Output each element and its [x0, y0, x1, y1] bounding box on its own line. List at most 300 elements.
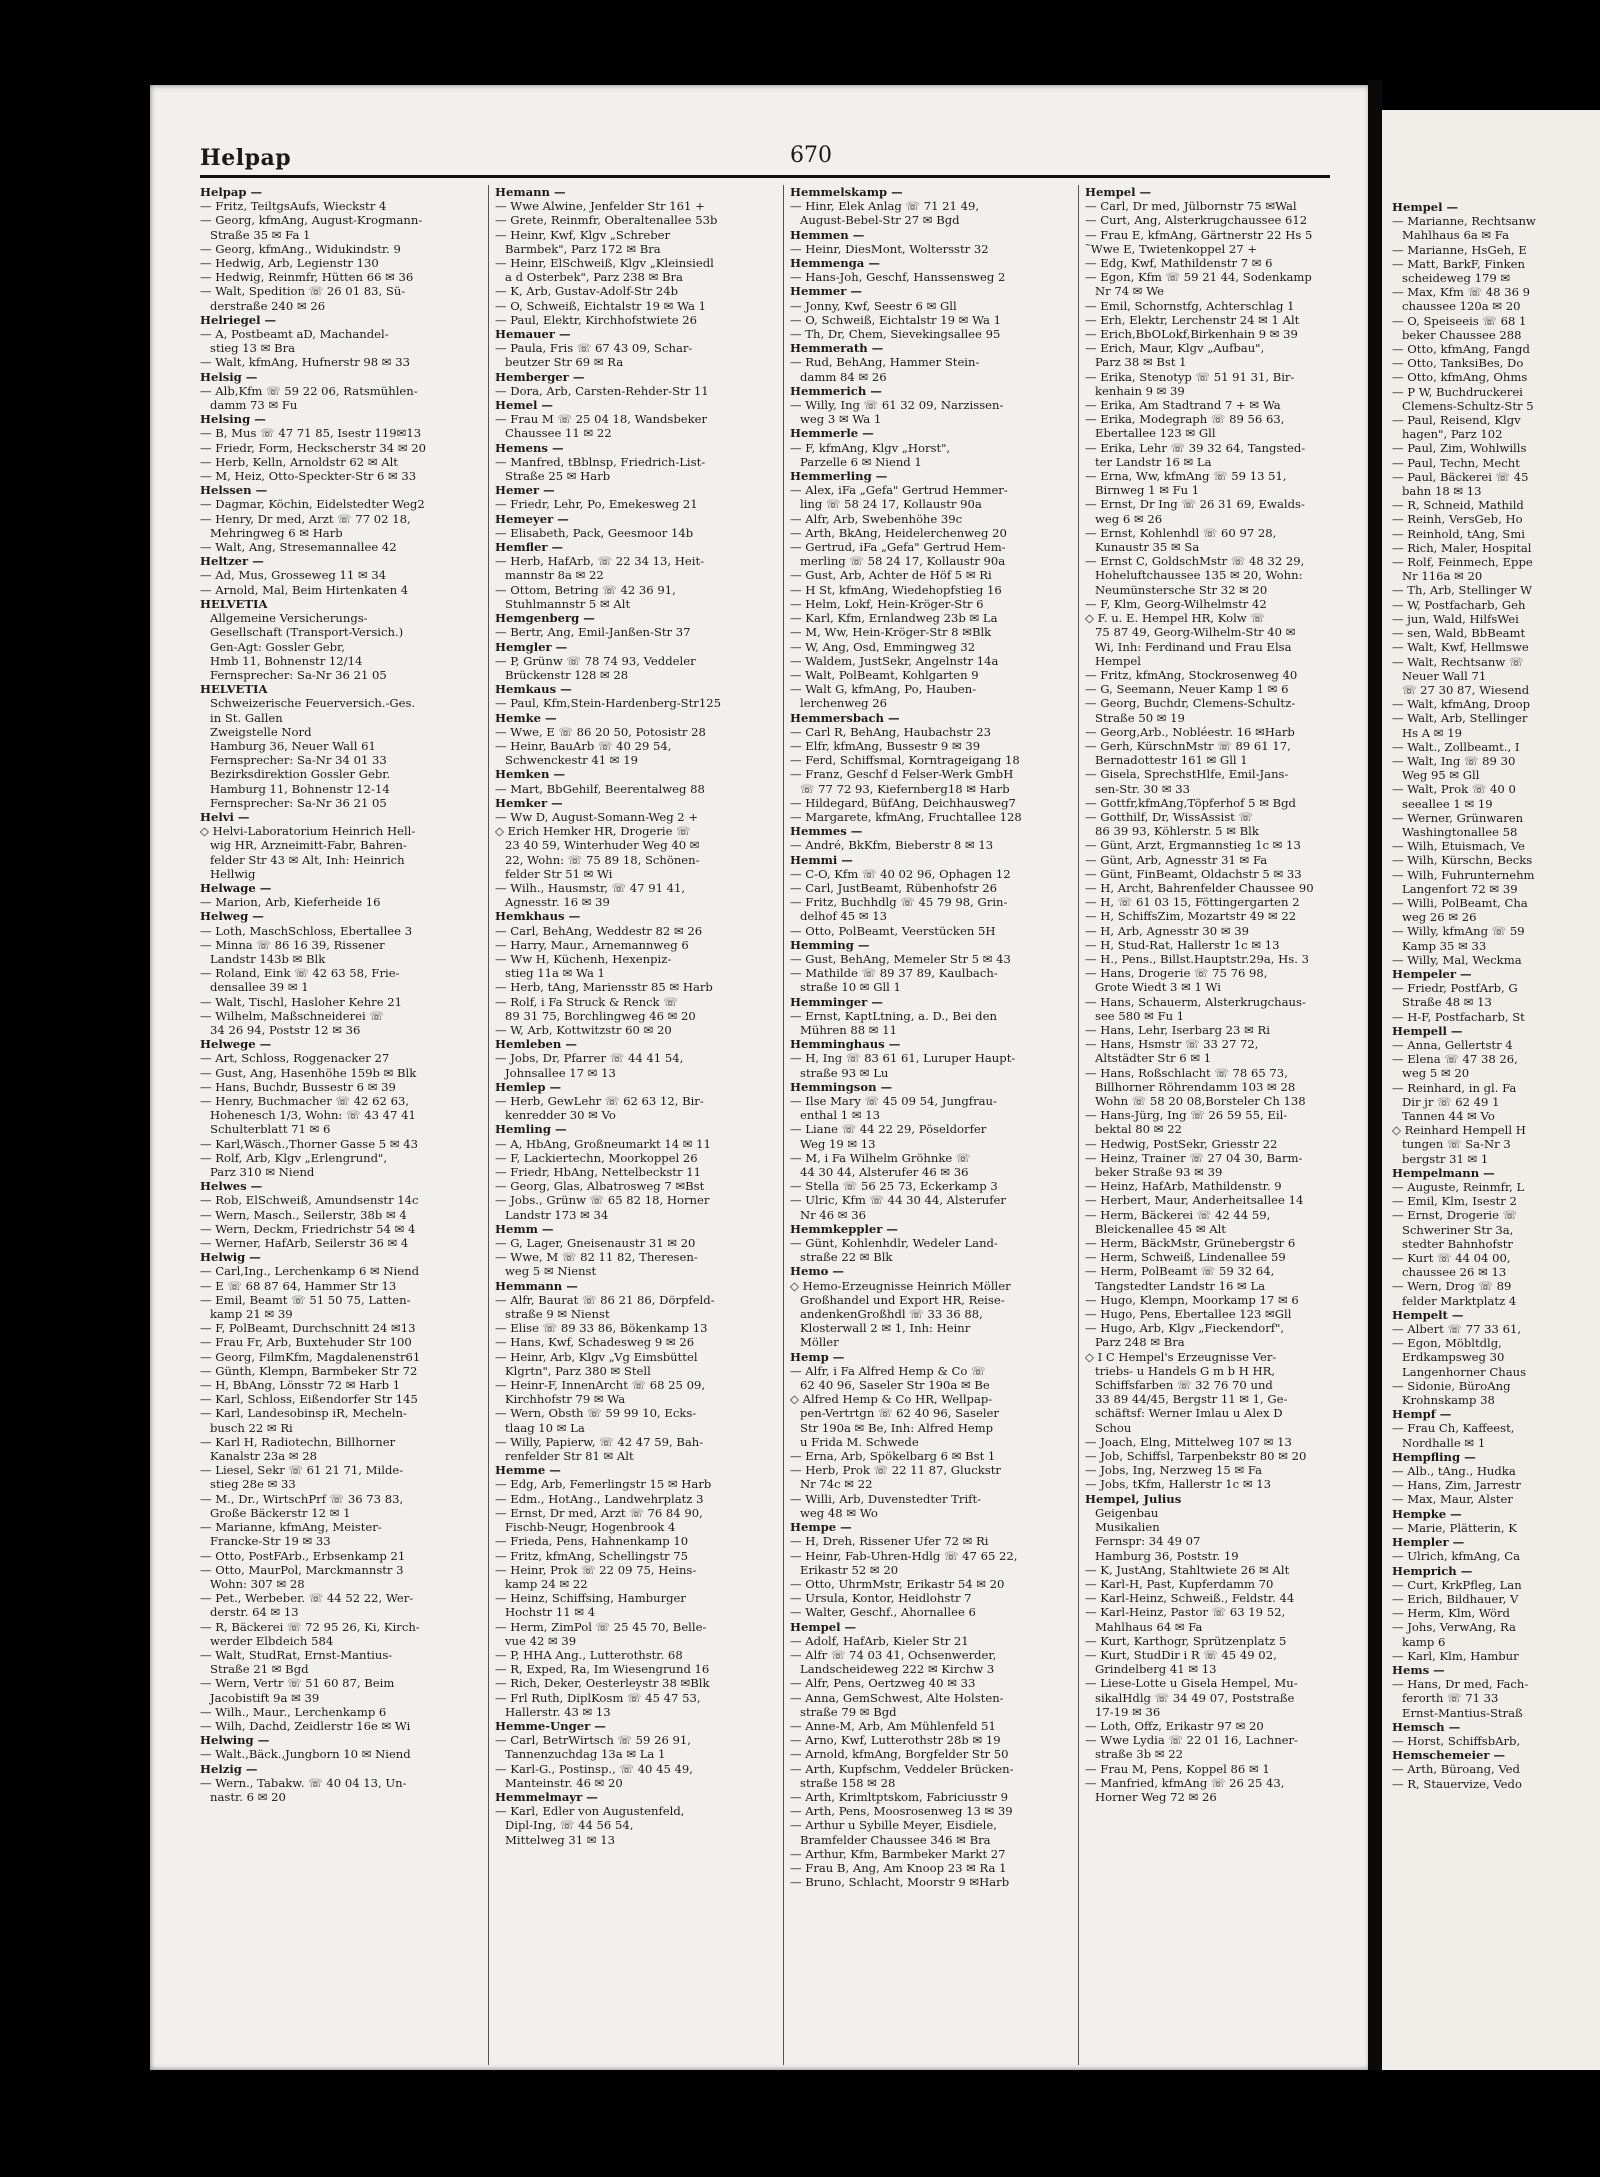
directory-line: — Karl, Edler von Augustenfeld,: [495, 1804, 685, 1819]
directory-line: schäftsf: Werner Imlau u Alex D: [1095, 1406, 1283, 1421]
directory-line: HELVETIA: [200, 596, 268, 611]
directory-line: weg 6 ✉ 26: [1095, 511, 1163, 526]
directory-line: Helvi —: [200, 809, 250, 824]
directory-line: — Hans-Joh, Geschf, Hanssensweg 2: [790, 270, 1006, 285]
column-4: [1085, 185, 1363, 1804]
directory-line: — Frau Ch, Kaffeest,: [1392, 1421, 1515, 1436]
directory-line: — R, Exped, Ra, Im Wiesengrund 16: [495, 1662, 710, 1677]
directory-line: — H, Stud-Rat, Hallerstr 1c ✉ 13: [1085, 937, 1280, 952]
directory-line: — Loth, Offz, Erikastr 97 ✉ 20: [1085, 1718, 1264, 1733]
directory-line: — Arno, Kwf, Lutterothstr 28b ✉ 19: [790, 1733, 1001, 1748]
directory-line: — Marianne, kfmAng, Meister-: [200, 1520, 382, 1535]
directory-line: — Egon, Möbltdlg,: [1392, 1336, 1502, 1351]
directory-line: u Frida M. Schwede: [800, 1434, 919, 1449]
directory-line: — Stella ☏ 56 25 73, Eckerkamp 3: [790, 1179, 998, 1194]
directory-line: — Th, Dr, Chem, Sievekingsallee 95: [790, 327, 1001, 342]
directory-line: — M, Heiz, Otto-Speckter-Str 6 ✉ 33: [200, 469, 417, 484]
directory-line: Fernsprecher: Sa-Nr 36 21 05: [210, 795, 387, 810]
directory-line: Hemeyer —: [495, 511, 569, 526]
directory-line: — Rich, Deker, Oesterleystr 38 ✉Blk: [495, 1676, 710, 1691]
directory-line: — Paul, Reisend, Klgv: [1392, 413, 1521, 428]
directory-line: — F, Lackiertechn, Moorkoppel 26: [495, 1150, 698, 1165]
directory-line: weg 48 ✉ Wo: [800, 1505, 878, 1520]
directory-line: Helriegel —: [200, 312, 277, 327]
directory-line: — P, HHA Ang., Lutterothstr. 68: [495, 1647, 683, 1662]
directory-line: — Elena ☏ 47 38 26,: [1392, 1052, 1518, 1067]
directory-line: — Frau Fr, Arb, Buxtehuder Str 100: [200, 1335, 412, 1350]
directory-line: Krohnskamp 38: [1402, 1393, 1495, 1408]
directory-line: — R, Schneid, Mathild: [1392, 498, 1524, 513]
directory-line: — Kurt, StudDir i R ☏ 45 49 02,: [1085, 1647, 1277, 1662]
directory-line: Altstädter Str 6 ✉ 1: [1095, 1051, 1212, 1066]
directory-line: — Max, Maur, Alster: [1392, 1492, 1513, 1507]
directory-line: triebs- u Handels G m b H HR,: [1095, 1363, 1276, 1378]
directory-line: Hemmerich —: [790, 383, 882, 398]
directory-line: Straße 21 ✉ Bgd: [210, 1662, 309, 1677]
directory-line: — Walt., Zollbeamt., I: [1392, 739, 1520, 754]
directory-line: — H St, kfmAng, Wiedehopfstieg 16: [790, 582, 1002, 597]
directory-line: — Heinr, BauArb ☏ 40 29 54,: [495, 738, 672, 753]
adjacent-page-column: [1392, 200, 1592, 1791]
directory-line: ◇ Reinhard Hempell H: [1392, 1123, 1526, 1138]
directory-line: Hemleben —: [495, 1037, 577, 1052]
directory-line: Hemgenberg —: [495, 611, 595, 626]
directory-line: felder Marktplatz 4: [1402, 1293, 1517, 1308]
directory-line: — Ulric, Kfm ☏ 44 30 44, Alsterufer: [790, 1193, 1006, 1208]
directory-line: — Alb,Kfm ☏ 59 22 06, Ratsmühlen-: [200, 383, 418, 398]
directory-line: — K, JustAng, Stahltwiete 26 ✉ Alt: [1085, 1562, 1290, 1577]
directory-line: Heltzer —: [200, 554, 264, 569]
directory-line: — H, Ing ☏ 83 61 61, Luruper Haupt-: [790, 1051, 1016, 1066]
directory-line: straße 3b ✉ 22: [1095, 1747, 1183, 1762]
directory-line: — Bertr, Ang, Emil-Janßen-Str 37: [495, 625, 691, 640]
directory-line: — Günt, Arb, Agnesstr 31 ✉ Fa: [1085, 852, 1268, 867]
directory-line: — Walt, Prok ☏ 40 0: [1392, 782, 1516, 797]
directory-line: bahn 18 ✉ 13: [1402, 484, 1482, 499]
directory-line: Hs A ✉ 19: [1402, 725, 1462, 740]
directory-line: straße 10 ✉ Gll 1: [800, 980, 901, 995]
directory-line: — Johs, VerwAng, Ra: [1392, 1620, 1516, 1635]
directory-line: — Wern, Vertr ☏ 51 60 87, Beim: [200, 1676, 395, 1691]
directory-line: — sen, Wald, BbBeamt: [1392, 626, 1526, 641]
directory-line: Clemens-Schultz-Str 5: [1402, 398, 1534, 413]
directory-line: — H-F, Postfacharb, St: [1392, 1009, 1525, 1024]
directory-line: tlaag 10 ✉ La: [505, 1420, 585, 1435]
directory-line: Hamburg 11, Bohnenstr 12-14: [210, 781, 390, 796]
directory-line: — Heinr-F, InnenArcht ☏ 68 25 09,: [495, 1378, 706, 1393]
directory-line: — Wern, Deckm, Friedrichstr 54 ✉ 4: [200, 1221, 416, 1236]
directory-line: — Georg,Arb., Nobléestr. 16 ✉Harb: [1085, 724, 1295, 739]
directory-line: Helwes —: [200, 1179, 263, 1194]
directory-line: — Erika, Lehr ☏ 39 32 64, Tangsted-: [1085, 440, 1306, 455]
directory-line: Hohenesch 1/3, Wohn: ☏ 43 47 41: [210, 1108, 416, 1123]
directory-line: Hemm —: [495, 1221, 554, 1236]
directory-line: — Otto, TanksiBes, Do: [1392, 356, 1524, 371]
directory-line: — Marianne, HsGeh, E: [1392, 242, 1527, 257]
directory-line: Tannen 44 ✉ Vo: [1402, 1109, 1495, 1123]
directory-line: — Ursula, Kontor, Heidlohstr 7: [790, 1591, 972, 1606]
directory-line: damm 73 ✉ Fu: [210, 398, 298, 413]
directory-line: — Willy, Mal, Weckma: [1392, 952, 1522, 967]
directory-line: — Pet., Werbeber. ☏ 44 52 22, Wer-: [200, 1591, 414, 1606]
directory-line: — Jobs., Grünw ☏ 65 82 18, Horner: [495, 1193, 710, 1208]
directory-line: — Ernst, Drogerie ☏: [1392, 1208, 1518, 1223]
directory-line: Straße 35 ✉ Fa 1: [210, 227, 311, 242]
directory-line: — Joach, Elng, Mittelweg 107 ✉ 13: [1085, 1434, 1292, 1449]
directory-line: — Paul, Elektr, Kirchhofstwiete 26: [495, 312, 698, 327]
directory-line: — Hugo, Klempn, Moorkamp 17 ✉ 6: [1085, 1292, 1299, 1307]
column-rule: [488, 185, 489, 2065]
directory-line: Hemme —: [495, 1463, 561, 1478]
directory-line: — Carl, BehAng, Weddestr 82 ✉ 26: [495, 923, 703, 938]
directory-line: — Rolf, Feinmech, Eppe: [1392, 555, 1533, 570]
directory-line: — Wilh, Kürschn, Becks: [1392, 853, 1533, 868]
directory-line: — Erika, Am Stadtrand 7 + ✉ Wa: [1085, 398, 1281, 413]
directory-line: — Henry, Dr med, Arzt ☏ 77 02 18,: [200, 511, 411, 526]
directory-line: straße 158 ✉ 28: [800, 1775, 896, 1790]
directory-line: — Walt, Ing ☏ 89 30: [1392, 753, 1516, 768]
directory-line: Hemauer —: [495, 327, 571, 342]
directory-line: — Herb, Kelln, Arnoldstr 62 ✉ Alt: [200, 454, 398, 469]
directory-line: Hemming —: [790, 937, 870, 952]
directory-line: — Karl,Wäsch.,Thorner Gasse 5 ✉ 43: [200, 1136, 418, 1151]
directory-line: 33 89 44/45, Bergstr 11 ✉ 1, Ge-: [1095, 1392, 1288, 1407]
directory-line: — Ernst, KaptLtning, a. D., Bei den: [790, 1008, 997, 1023]
directory-line: Nr 116a ✉ 20: [1402, 569, 1483, 584]
directory-line: Helpap —: [200, 185, 263, 199]
directory-line: kamp 24 ✉ 22: [505, 1576, 588, 1591]
directory-line: — Arth, Kupfschm, Veddeler Brücken-: [790, 1761, 1014, 1776]
directory-line: — Karl-Heinz, Pastor ☏ 63 19 52,: [1085, 1605, 1286, 1620]
directory-line: felder Str 43 ✉ Alt, Inh: Heinrich: [210, 852, 405, 867]
directory-line: Hemminghaus —: [790, 1037, 901, 1052]
directory-line: — Gust, BehAng, Memeler Str 5 ✉ 43: [790, 951, 1011, 966]
directory-line: Wi, Inh: Ferdinand und Frau Elsa: [1095, 639, 1292, 654]
directory-line: — Wilh, Etuismach, Ve: [1392, 839, 1525, 854]
directory-line: Erikastr 52 ✉ 20: [800, 1562, 899, 1577]
directory-line: Hems —: [1392, 1662, 1445, 1677]
directory-line: — M, i Fa Wilhelm Gröhnke ☏: [790, 1150, 971, 1165]
directory-line: — Heinr, Kwf, Klgv „Schreber: [495, 227, 671, 242]
directory-line: — Dora, Arb, Carsten-Rehder-Str 11: [495, 383, 709, 398]
directory-line: seeallee 1 ✉ 19: [1402, 796, 1493, 811]
scan-background: [0, 2070, 1600, 2177]
directory-line: — Reinhard, in gl. Fa: [1392, 1080, 1517, 1095]
directory-line: — Hugo, Pens, Ebertallee 123 ✉Gll: [1085, 1307, 1292, 1322]
directory-line: Hempel —: [1392, 200, 1459, 214]
directory-line: Grindelberg 41 ✉ 13: [1095, 1662, 1217, 1677]
directory-line: Helssen —: [200, 483, 268, 498]
directory-line: — Emil, Beamt ☏ 51 50 75, Latten-: [200, 1292, 411, 1307]
directory-line: 62 40 96, Saseler Str 190a ✉ Be: [800, 1378, 990, 1393]
directory-line: Hemberger —: [495, 369, 585, 384]
directory-line: Mahlhaus 64 ✉ Fa: [1095, 1619, 1203, 1634]
directory-line: — E ☏ 68 87 64, Hammer Str 13: [200, 1278, 397, 1293]
directory-line: — H, Archt, Bahrenfelder Chaussee 90: [1085, 880, 1314, 895]
directory-line: — Heinz, Trainer ☏ 27 04 30, Barm-: [1085, 1150, 1303, 1165]
directory-line: — Arnold, kfmAng, Borgfelder Str 50: [790, 1747, 1009, 1762]
directory-line: Hemmer —: [790, 284, 862, 299]
directory-line: — O, Schweiß, Eichtalstr 19 ✉ Wa 1: [790, 312, 1001, 327]
directory-line: — Sidonie, BüroAng: [1392, 1378, 1511, 1393]
directory-line: Hemprich —: [1392, 1563, 1473, 1578]
directory-line: Schweizerische Feuerversich.-Ges.: [210, 696, 416, 711]
directory-line: Hempeler —: [1392, 966, 1472, 981]
directory-line: — Carl, JustBeamt, Rübenhofstr 26: [790, 880, 997, 895]
directory-line: Nr 74c ✉ 22: [800, 1477, 873, 1492]
directory-line: Hemkaus —: [495, 682, 572, 697]
directory-line: — Walt, Rechtsanw ☏: [1392, 654, 1524, 669]
directory-line: Stuhlmannstr 5 ✉ Alt: [505, 596, 631, 611]
directory-line: — F, PolBeamt, Durchschnitt 24 ✉13: [200, 1321, 416, 1336]
directory-line: — Frl Ruth, DiplKosm ☏ 45 47 53,: [495, 1690, 701, 1705]
directory-line: densallee 39 ✉ 1: [210, 980, 309, 995]
directory-line: — Karl-G., Postinsp., ☏ 40 45 49,: [495, 1761, 693, 1776]
directory-line: Hemgler —: [495, 639, 568, 654]
directory-line: Mittelweg 31 ✉ 13: [505, 1832, 615, 1847]
directory-line: Fernspr: 34 49 07: [1095, 1534, 1201, 1549]
directory-line: — H, Arb, Agnesstr 30 ✉ 39: [1085, 923, 1249, 938]
page-number: 670: [790, 143, 832, 168]
directory-line: Nordhalle ✉ 1: [1402, 1435, 1486, 1450]
directory-line: — Frieda, Pens, Hahnenkamp 10: [495, 1534, 689, 1549]
directory-line: — Arnold, Mal, Beim Hirtenkaten 4: [200, 582, 409, 597]
directory-line: Washingtonallee 58: [1402, 824, 1518, 839]
directory-line: — Walt, Spedition ☏ 26 01 83, Sü-: [200, 284, 406, 299]
directory-line: — Heinz, Schiffsing, Hamburger: [495, 1591, 686, 1606]
directory-line: — Hildegard, BüfAng, Deichhausweg7: [790, 795, 1016, 810]
directory-line: Hemke —: [495, 710, 557, 725]
directory-line: — Günt, Arzt, Ergmannstieg 1c ✉ 13: [1085, 838, 1301, 853]
directory-line: — Alb., tAng., Hudka: [1392, 1464, 1516, 1479]
directory-line: — Wilh, Fuhrunternehm: [1392, 867, 1535, 882]
directory-line: Straße 25 ✉ Harb: [505, 469, 611, 484]
directory-line: — Walt, StudRat, Ernst-Mantius-: [200, 1647, 393, 1662]
directory-line: — Gust, Ang, Hasenhöhe 159b ✉ Blk: [200, 1065, 417, 1080]
directory-line: Großhandel und Export HR, Reise-: [800, 1292, 1005, 1307]
directory-line: — Erna, Arb, Spökelbarg 6 ✉ Bst 1: [790, 1449, 996, 1464]
directory-line: ◇ Alfred Hemp & Co HR, Wellpap-: [790, 1392, 993, 1407]
directory-line: Hmb 11, Bohnenstr 12/14: [210, 653, 363, 668]
directory-line: Hemens —: [495, 440, 564, 455]
directory-line: merling ☏ 58 24 17, Kollaustr 90a: [800, 554, 1006, 569]
directory-line: ferorth ☏ 71 33: [1402, 1691, 1499, 1706]
directory-line: — Günth, Klempn, Barmbeker Str 72: [200, 1363, 418, 1378]
directory-line: Neumünstersche Str 32 ✉ 20: [1095, 582, 1268, 597]
directory-line: — Wern., Tabakw. ☏ 40 04 13, Un-: [200, 1775, 407, 1790]
directory-line: — Herm, Schweiß, Lindenallee 59: [1085, 1250, 1286, 1265]
directory-line: 22, Wohn: ☏ 75 89 18, Schönen-: [505, 852, 700, 867]
directory-line: — Elise ☏ 89 33 86, Bökenkamp 13: [495, 1321, 708, 1336]
directory-line: Musikalien: [1095, 1520, 1160, 1535]
directory-line: — Albert ☏ 77 33 61,: [1392, 1322, 1522, 1337]
directory-line: — Willy, kfmAng ☏ 59: [1392, 924, 1525, 939]
directory-line: — Otto, kfmAng, Ohms: [1392, 370, 1528, 385]
directory-line: Mehringweg 6 ✉ Harb: [210, 525, 343, 540]
page-gutter: [1368, 80, 1382, 2100]
directory-line: tungen ☏ Sa-Nr 3: [1402, 1137, 1511, 1152]
directory-line: — Matt, BarkF, Finken: [1392, 256, 1525, 271]
directory-line: — Liese-Lotte u Gisela Hempel, Mu-: [1085, 1676, 1298, 1691]
directory-line: — Fritz, Buchhdlg ☏ 45 79 98, Grin-: [790, 895, 1008, 910]
directory-line: — Otto, MaurPol, Marckmannstr 3: [200, 1562, 404, 1577]
directory-line: — Edg, Arb, Femerlingstr 15 ✉ Harb: [495, 1477, 712, 1492]
directory-line: — Herb, HafArb, ☏ 22 34 13, Heit-: [495, 554, 705, 569]
directory-line: stieg 13 ✉ Bra: [210, 341, 296, 356]
directory-line: Wohn: 307 ✉ 28: [210, 1576, 305, 1591]
directory-line: Erdkampsweg 30: [1402, 1350, 1505, 1365]
directory-line: — W, Arb, Kottwitzstr 60 ✉ 20: [495, 1022, 672, 1037]
directory-line: — H, ☏ 61 03 15, Föttingergarten 2: [1085, 895, 1300, 910]
directory-line: chaussee 120a ✉ 20: [1402, 299, 1521, 314]
directory-line: Hoheluftchaussee 135 ✉ 20, Wohn:: [1095, 568, 1303, 583]
directory-line: Mahlhaus 6a ✉ Fa: [1402, 228, 1509, 243]
directory-line: — F, kfmAng, Klgv „Horst",: [790, 440, 951, 455]
directory-line: — A, Postbeamt aD, Machandel-: [200, 327, 389, 342]
directory-line: — Rolf, Arb, Klgv „Erlengrund",: [200, 1150, 388, 1165]
directory-line: — Jonny, Kwf, Seestr 6 ✉ Gll: [790, 298, 957, 313]
directory-line: — Reinhold, tAng, Smi: [1392, 526, 1525, 541]
directory-line: — Alfr, i Fa Alfred Hemp & Co ☏: [790, 1363, 986, 1378]
directory-line: delhof 45 ✉ 13: [800, 909, 888, 924]
directory-line: — Heinr, Fab-Uhren-Hdlg ☏ 47 65 22,: [790, 1548, 1018, 1563]
directory-line: — Manfred, tBblnsp, Friedrich-List-: [495, 454, 706, 469]
directory-line: — Rud, BehAng, Hammer Stein-: [790, 355, 980, 370]
directory-line: — jun, Wald, HilfsWei: [1392, 611, 1519, 626]
directory-line: — Hans, Roßschlacht ☏ 78 65 73,: [1085, 1065, 1288, 1080]
directory-line: — Marion, Arb, Kieferheide 16: [200, 895, 381, 910]
directory-line: — Hans, Zim, Jarrestr: [1392, 1478, 1521, 1493]
directory-line: — Karl, Kfm, Ernlandweg 23b ✉ La: [790, 611, 998, 626]
directory-line: beutzer Str 69 ✉ Ra: [505, 355, 624, 370]
directory-line: — R, Bäckerei ☏ 72 95 26, Ki, Kirch-: [200, 1619, 420, 1634]
directory-line: Schwenckestr 41 ✉ 19: [505, 753, 638, 768]
directory-line: — Wern, Masch., Seilerstr, 38b ✉ 4: [200, 1207, 407, 1222]
directory-line: — Erna, Ww, kfmAng ☏ 59 13 51,: [1085, 469, 1287, 484]
directory-line: — Georg, kfmAng, August-Krogmann-: [200, 213, 423, 228]
directory-line: Hamburg 36, Poststr. 19: [1095, 1548, 1239, 1563]
directory-line: straße 79 ✉ Bgd: [800, 1704, 897, 1719]
directory-line: 23 40 59, Winterhuder Weg 40 ✉: [505, 838, 700, 853]
column-rule: [1078, 185, 1079, 2065]
directory-line: — H., Pens., Billst.Hauptstr.29a, Hs. 3: [1085, 951, 1309, 966]
directory-line: kenhain 9 ✉ 39: [1095, 383, 1185, 398]
directory-line: — Jobs, Dr, Pfarrer ☏ 44 41 54,: [495, 1051, 684, 1066]
directory-line: Hempfling —: [1392, 1449, 1476, 1464]
directory-line: Billhorner Röhrendamm 103 ✉ 28: [1095, 1079, 1296, 1094]
directory-line: — Walt.,Bäck.,Jungborn 10 ✉ Niend: [200, 1747, 411, 1762]
directory-line: ◇ Hemo-Erzeugnisse Heinrich Möller: [790, 1278, 1011, 1293]
directory-line: — Günt, FinBeamt, Oldachstr 5 ✉ 33: [1085, 866, 1302, 881]
directory-line: — Ulrich, kfmAng, Ca: [1392, 1549, 1521, 1564]
directory-line: — Walt G, kfmAng, Po, Hauben-: [790, 682, 977, 697]
directory-line: Hemling —: [495, 1122, 567, 1137]
directory-line: Bezirksdirektion Gossler Gebr.: [210, 767, 391, 782]
directory-line: — Hans, Hsmstr ☏ 33 27 72,: [1085, 1037, 1259, 1052]
directory-line: Bramfelder Chaussee 346 ✉ Bra: [800, 1832, 991, 1847]
directory-line: straße 9 ✉ Nienst: [505, 1307, 610, 1322]
directory-line: — Arth, Krimltptskom, Fabriciusstr 9: [790, 1789, 1009, 1804]
directory-line: — Horst, SchiffsbArb,: [1392, 1733, 1521, 1748]
directory-line: Hempke —: [1392, 1506, 1462, 1521]
directory-line: — Auguste, Reinmfr, L: [1392, 1180, 1525, 1195]
directory-line: Hempelt —: [1392, 1307, 1464, 1322]
directory-line: Hemminger —: [790, 994, 883, 1009]
directory-line: ◇ Erich Hemker HR, Drogerie ☏: [495, 824, 691, 839]
directory-line: — Frau E, kfmAng, Gärtnerstr 22 Hs 5: [1085, 227, 1313, 242]
directory-line: stieg 28e ✉ 33: [210, 1477, 296, 1492]
directory-line: stedter Bahnhofstr: [1402, 1236, 1513, 1251]
directory-line: — Anna, Gellertstr 4: [1392, 1037, 1513, 1052]
directory-line: — Erika, Stenotyp ☏ 51 91 31, Bir-: [1085, 369, 1295, 384]
directory-line: — Jobs, Ing, Nerzweg 15 ✉ Fa: [1085, 1463, 1263, 1478]
directory-line: — Arthur, Kfm, Barmbeker Markt 27: [790, 1846, 1006, 1861]
directory-line: HELVETIA: [200, 682, 268, 697]
directory-line: ling ☏ 58 24 17, Kollaustr 90a: [800, 497, 982, 512]
directory-line: — Th, Arb, Stellinger W: [1392, 583, 1533, 598]
directory-line: — Ottom, Betring ☏ 42 36 91,: [495, 582, 676, 597]
directory-line: bergstr 31 ✉ 1: [1402, 1151, 1489, 1166]
directory-line: Parz 310 ✉ Niend: [210, 1165, 315, 1180]
directory-line: ter Landstr 16 ✉ La: [1095, 454, 1212, 469]
directory-line: — Mathilde ☏ 89 37 89, Kaulbach-: [790, 966, 998, 981]
directory-line: — Rich, Maler, Hospital: [1392, 540, 1532, 555]
directory-line: Schiffsfarben ☏ 32 76 70 und: [1095, 1378, 1273, 1393]
directory-line: — Erich,BbOLokf,Birkenhain 9 ✉ 39: [1085, 327, 1298, 342]
directory-line: — G, Seemann, Neuer Kamp 1 ✉ 6: [1085, 682, 1289, 697]
directory-line: Landscheideweg 222 ✉ Kirchw 3: [800, 1662, 995, 1677]
directory-line: — Werner, HafArb, Seilerstr 36 ✉ 4: [200, 1236, 409, 1251]
directory-line: derstr. 64 ✉ 13: [210, 1605, 299, 1620]
directory-line: Hemker —: [495, 795, 563, 810]
directory-line: renfelder Str 81 ✉ Alt: [505, 1449, 634, 1464]
directory-line: beker Chaussee 288: [1402, 327, 1522, 342]
directory-line: damm 84 ✉ 26: [800, 369, 887, 384]
directory-line: — Gisela, SprechstHlfe, Emil-Jans-: [1085, 767, 1289, 782]
directory-line: — Karl H, Radiotechn, Billhorner: [200, 1434, 396, 1449]
directory-line: Hempelmann —: [1392, 1165, 1495, 1180]
directory-line: — Curt, KrkPfleg, Lan: [1392, 1577, 1522, 1592]
directory-line: Straße 50 ✉ 19: [1095, 710, 1185, 725]
directory-line: — Werner, Grünwaren: [1392, 810, 1524, 825]
directory-line: — O, Schweiß, Eichtalstr 19 ✉ Wa 1: [495, 298, 706, 313]
directory-line: Birnweg 1 ✉ Fu 1: [1095, 483, 1200, 498]
directory-line: Helwage —: [200, 880, 272, 895]
directory-line: Hemsch —: [1392, 1719, 1461, 1734]
directory-line: — Otto, PolBeamt, Veerstücken 5H: [790, 923, 996, 938]
directory-line: Hempel —: [1085, 185, 1152, 199]
directory-line: Hemlep —: [495, 1079, 562, 1094]
directory-line: — Jobs, tKfm, Hallerstr 1c ✉ 13: [1085, 1477, 1272, 1492]
directory-line: — Paula, Fris ☏ 67 43 09, Schar-: [495, 341, 693, 356]
directory-line: — Arth, Büroang, Ved: [1392, 1762, 1520, 1777]
directory-line: vue 42 ✉ 39: [505, 1633, 577, 1648]
directory-line: — Walt, Tischl, Hasloher Kehre 21: [200, 994, 403, 1009]
column-3: [790, 185, 1068, 1889]
directory-line: — Kurt ☏ 44 04 00,: [1392, 1251, 1511, 1266]
directory-line: Str 190a ✉ Be, Inh: Alfred Hemp: [800, 1420, 994, 1435]
directory-line: kamp 21 ✉ 39: [210, 1307, 293, 1322]
directory-line: pen-Vertrtgn ☏ 62 40 96, Saseler: [800, 1406, 999, 1421]
directory-line: — Loth, MaschSchloss, Ebertallee 3: [200, 923, 413, 938]
directory-line: — Liane ☏ 44 22 29, Pöseldorfer: [790, 1122, 987, 1137]
directory-line: Ernst-Mantius-Straß: [1402, 1705, 1523, 1720]
directory-line: — Wern, Obsth ☏ 59 99 10, Ecks-: [495, 1406, 697, 1421]
directory-line: — B, Mus ☏ 47 71 85, Isestr 119✉13: [200, 426, 422, 441]
directory-line: — Wern, Drog ☏ 89: [1392, 1279, 1512, 1294]
directory-line: — Hans, Drogerie ☏ 75 76 98,: [1085, 966, 1268, 981]
directory-line: chaussee 26 ✉ 13: [1402, 1265, 1507, 1280]
